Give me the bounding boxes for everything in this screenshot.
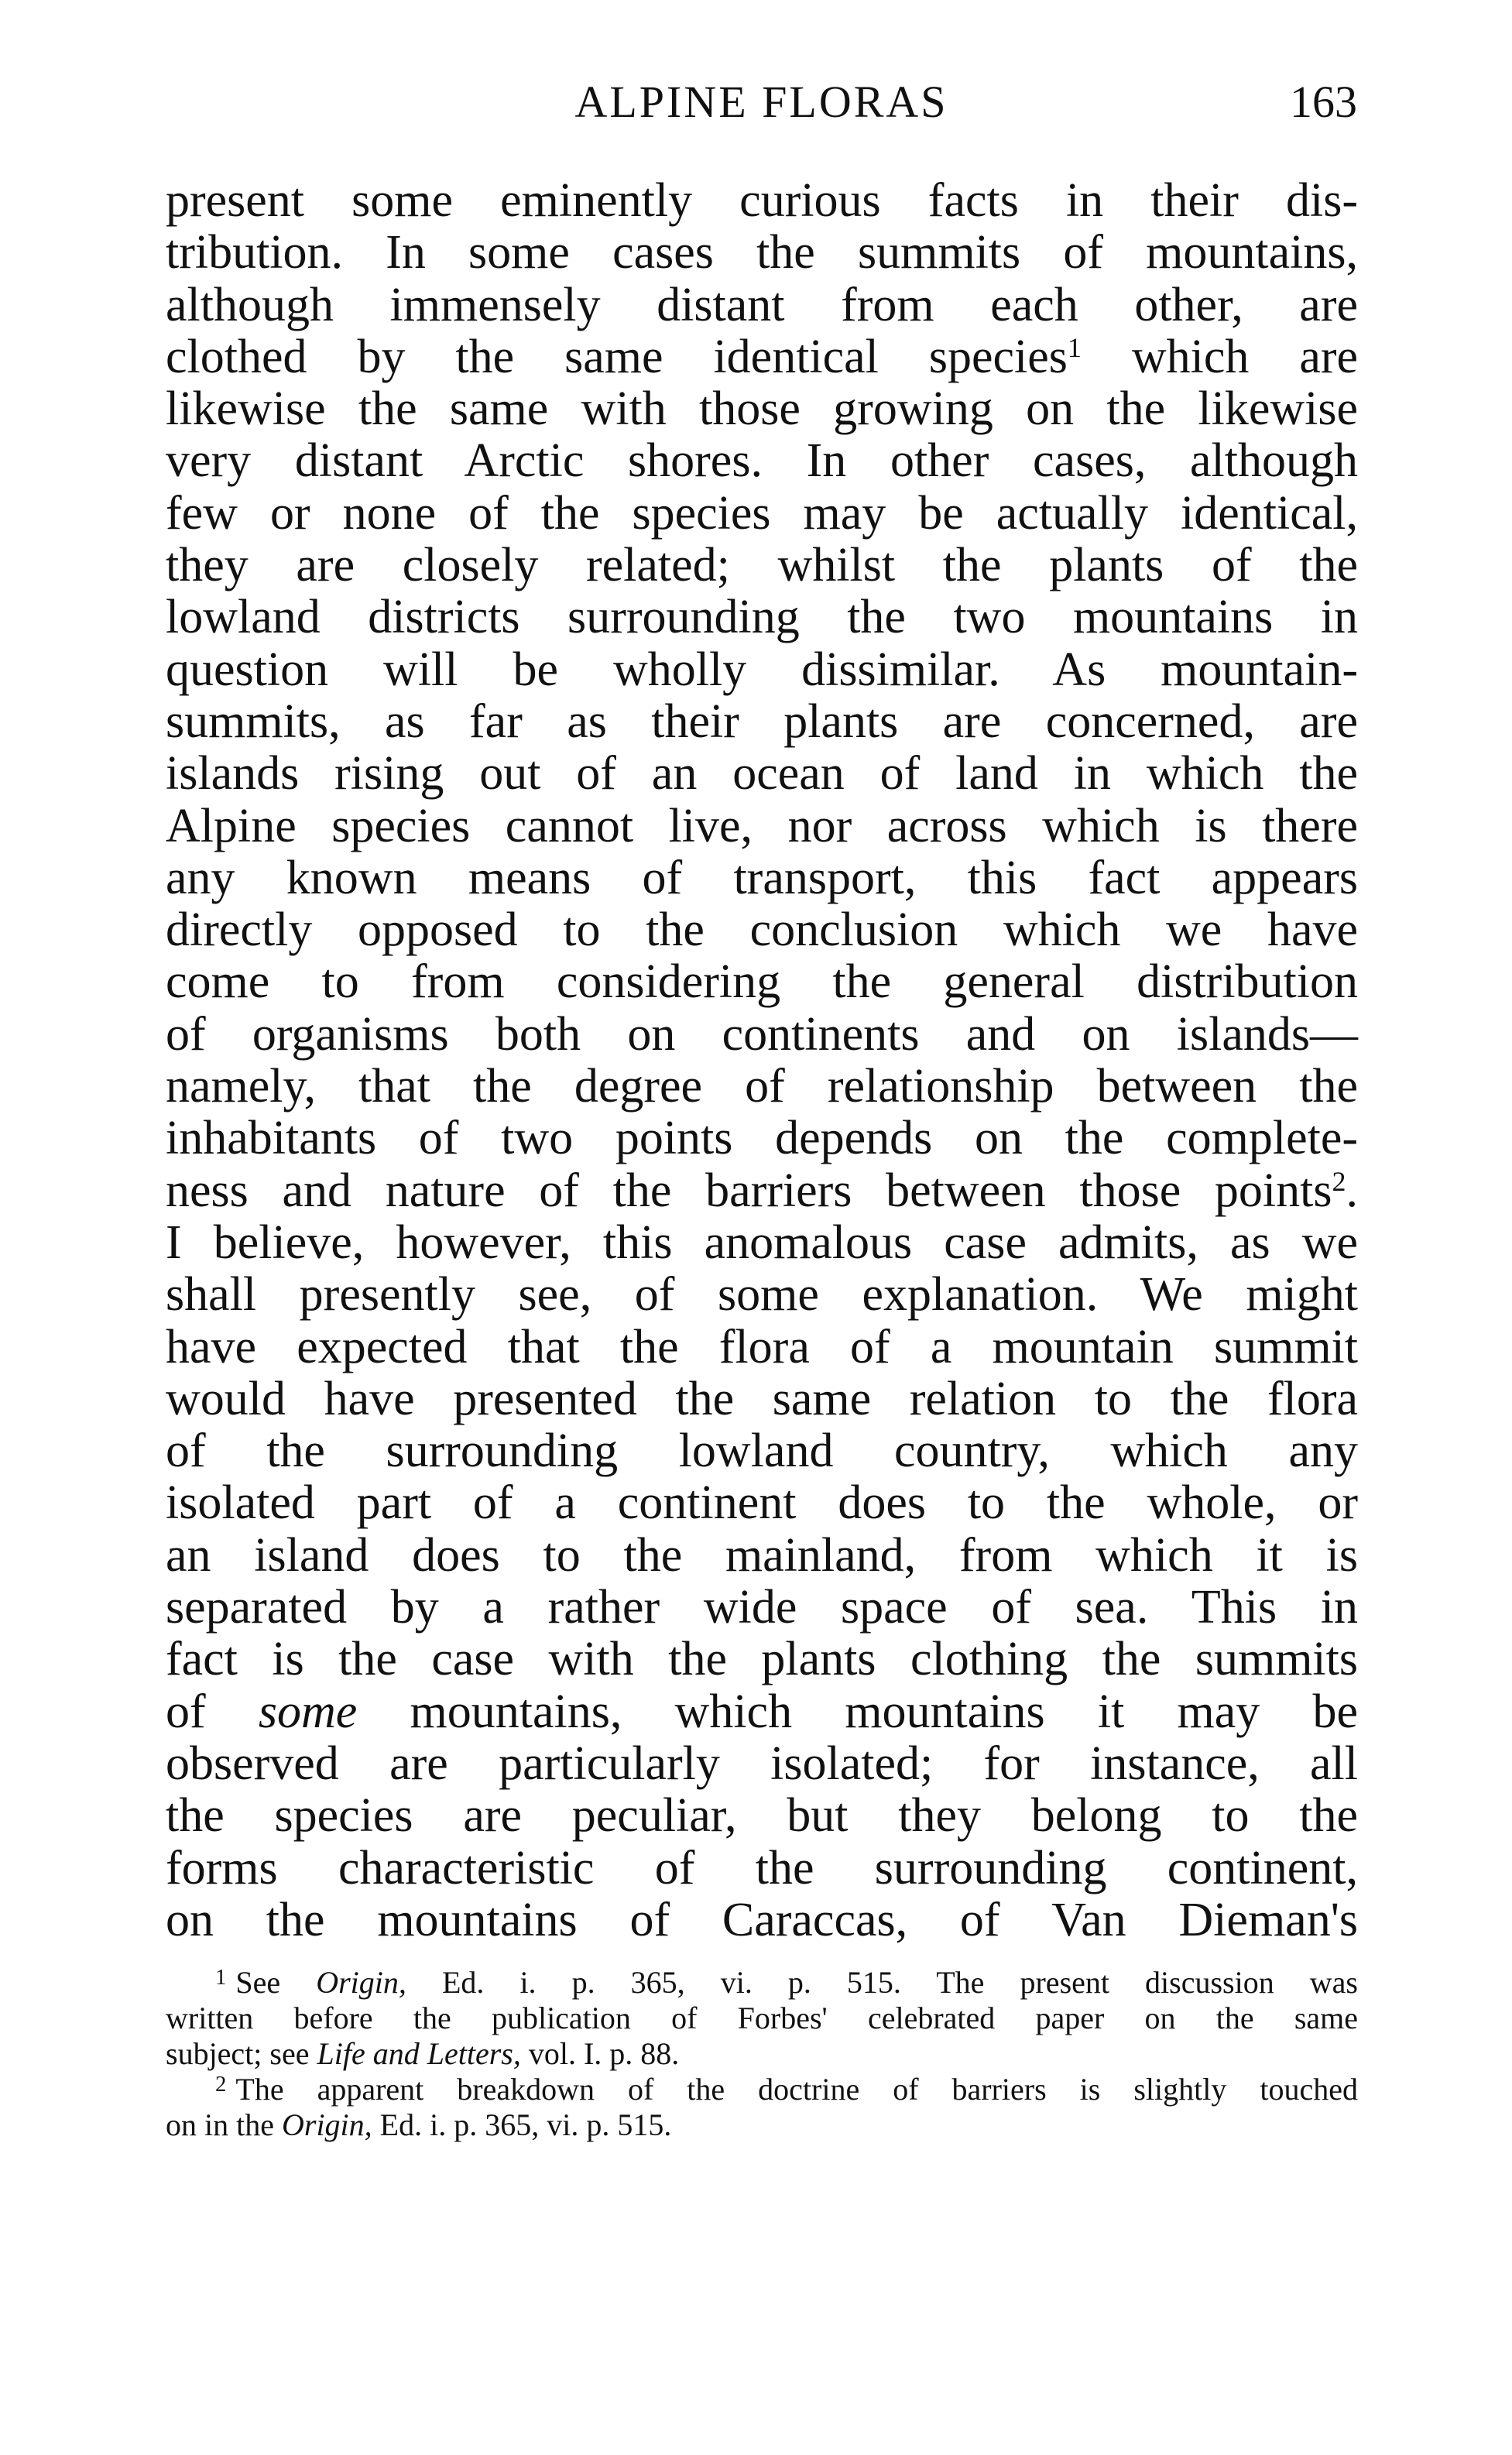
body-line-30-emphasis: some bbox=[258, 1685, 358, 1738]
body-line-8: they are closely related; whilst the plants of the bbox=[166, 539, 1358, 592]
body-line-2: tribution. In some cases the summits of mountains, bbox=[166, 226, 1358, 279]
body-line-20-text-before-note: ness and nature of the barriers between those points bbox=[166, 1164, 1332, 1217]
footnote-2-line-1-text: The apparent breakdown of the doctrine of barriers is slightly touched bbox=[235, 2072, 1358, 2107]
body-line-16: come to from considering the general distribution bbox=[166, 955, 1358, 1009]
footnote-1-line-2: written before the publication of Forbes' celebrated paper on the same bbox=[166, 2001, 1358, 2035]
body-line-20-text-after-note: . bbox=[1346, 1164, 1358, 1217]
body-text bbox=[166, 175, 1358, 1946]
footnote-1-line-1-text-after-emphasis: Ed. i. p. 365, vi. p. 515. The present discussion was bbox=[406, 1965, 1358, 2000]
footnote-2-marker: 2 bbox=[215, 2072, 227, 2097]
footnote-1-marker: 1 bbox=[215, 1965, 227, 1990]
body-line-31: observed are particularly isolated; for instance, all bbox=[166, 1737, 1358, 1790]
body-line-6: very distant Arctic shores. In other cases, although bbox=[166, 434, 1358, 488]
body-line-29: fact is the case with the plants clothing the summits bbox=[166, 1633, 1358, 1686]
footnote-2-line-2 bbox=[166, 2107, 1358, 2143]
footnote-2-line-2-text-before-emphasis: on in the bbox=[166, 2107, 282, 2142]
body-line-28: separated by a rather wide space of sea. This in bbox=[166, 1581, 1358, 1634]
body-line-24: would have presented the same relation to the flora bbox=[166, 1372, 1358, 1425]
body-line-26: isolated part of a continent does to the whole, or bbox=[166, 1476, 1358, 1530]
footnote-1-line-1 bbox=[166, 1965, 1358, 2001]
body-line-12: islands rising out of an ocean of land in which the bbox=[166, 747, 1358, 801]
body-line-21: I believe, however, this anomalous case admits, as we bbox=[166, 1215, 1358, 1269]
footnote-1-line-3 bbox=[166, 2036, 1358, 2072]
body-line-9: lowland districts surrounding the two mountains in bbox=[166, 591, 1358, 644]
footnote-reference-2: 2 bbox=[1332, 1165, 1346, 1197]
body-line-15: directly opposed to the conclusion which we have bbox=[166, 903, 1358, 957]
body-line-3: although immensely distant from each other, are bbox=[166, 278, 1358, 331]
page-number: 163 bbox=[1290, 77, 1357, 127]
body-line-23: have expected that the flora of a mountain summit bbox=[166, 1320, 1358, 1373]
body-line-25: of the surrounding lowland country, which any bbox=[166, 1425, 1358, 1478]
body-line-30-text-before-emphasis: of bbox=[166, 1685, 259, 1738]
footnote-1-line-3-emphasis: Life and Letters, bbox=[317, 2036, 521, 2071]
body-line-20 bbox=[166, 1165, 1358, 1217]
body-line-10: question will be wholly dissimilar. As mountain- bbox=[166, 643, 1358, 696]
body-line-32: the species are peculiar, but they belong to the bbox=[166, 1789, 1358, 1843]
footnote-1-line-3-text-before-emphasis: subject; see bbox=[166, 2036, 317, 2071]
footnote-1-line-1-text-before-emphasis: See bbox=[235, 1965, 317, 2000]
body-line-18: namely, that the degree of relationship between the bbox=[166, 1060, 1358, 1113]
body-line-4-text-before-note: clothed by the same identical species bbox=[166, 330, 1068, 383]
body-line-19: inhabitants of two points depends on the complete- bbox=[166, 1112, 1358, 1165]
body-line-4 bbox=[166, 331, 1358, 383]
body-line-27: an island does to the mainland, from which it is bbox=[166, 1528, 1358, 1582]
body-line-30 bbox=[166, 1686, 1358, 1738]
body-line-22: shall presently see, of some explanation. We might bbox=[166, 1268, 1358, 1322]
footnote-1-line-3-text-after-emphasis: vol. I. p. 88. bbox=[520, 2036, 680, 2071]
body-line-11: summits, as far as their plants are concerned, are bbox=[166, 694, 1358, 748]
body-line-17: of organisms both on continents and on islands— bbox=[166, 1007, 1358, 1061]
running-title: ALPINE FLORAS bbox=[574, 77, 948, 127]
footnote-2-line-1 bbox=[166, 2072, 1358, 2107]
footnote-2-line-2-emphasis: Origin, bbox=[281, 2107, 372, 2142]
running-head bbox=[166, 71, 1357, 133]
body-line-13: Alpine species cannot live, nor across which is there bbox=[166, 799, 1358, 852]
body-line-4-text-after-note: which are bbox=[1081, 330, 1359, 383]
footnote-reference-1: 1 bbox=[1067, 332, 1082, 364]
body-line-7: few or none of the species may be actually identical, bbox=[166, 486, 1358, 540]
body-line-34: on the mountains of Caraccas, of Van Dieman's bbox=[166, 1893, 1358, 1946]
body-line-33: forms characteristic of the surrounding continent, bbox=[166, 1841, 1358, 1894]
body-line-1: present some eminently curious facts in their dis- bbox=[166, 174, 1358, 227]
footnote-2-line-2-text-after-emphasis: Ed. i. p. 365, vi. p. 515. bbox=[372, 2107, 672, 2142]
body-line-30-text-after-emphasis: mountains, which mountains it may be bbox=[357, 1685, 1358, 1738]
body-line-5: likewise the same with those growing on the likewise bbox=[166, 382, 1358, 436]
body-line-14: any known means of transport, this fact appears bbox=[166, 851, 1358, 904]
footnote-1-line-1-emphasis: Origin, bbox=[316, 1965, 406, 2000]
footnotes bbox=[166, 1965, 1358, 2143]
